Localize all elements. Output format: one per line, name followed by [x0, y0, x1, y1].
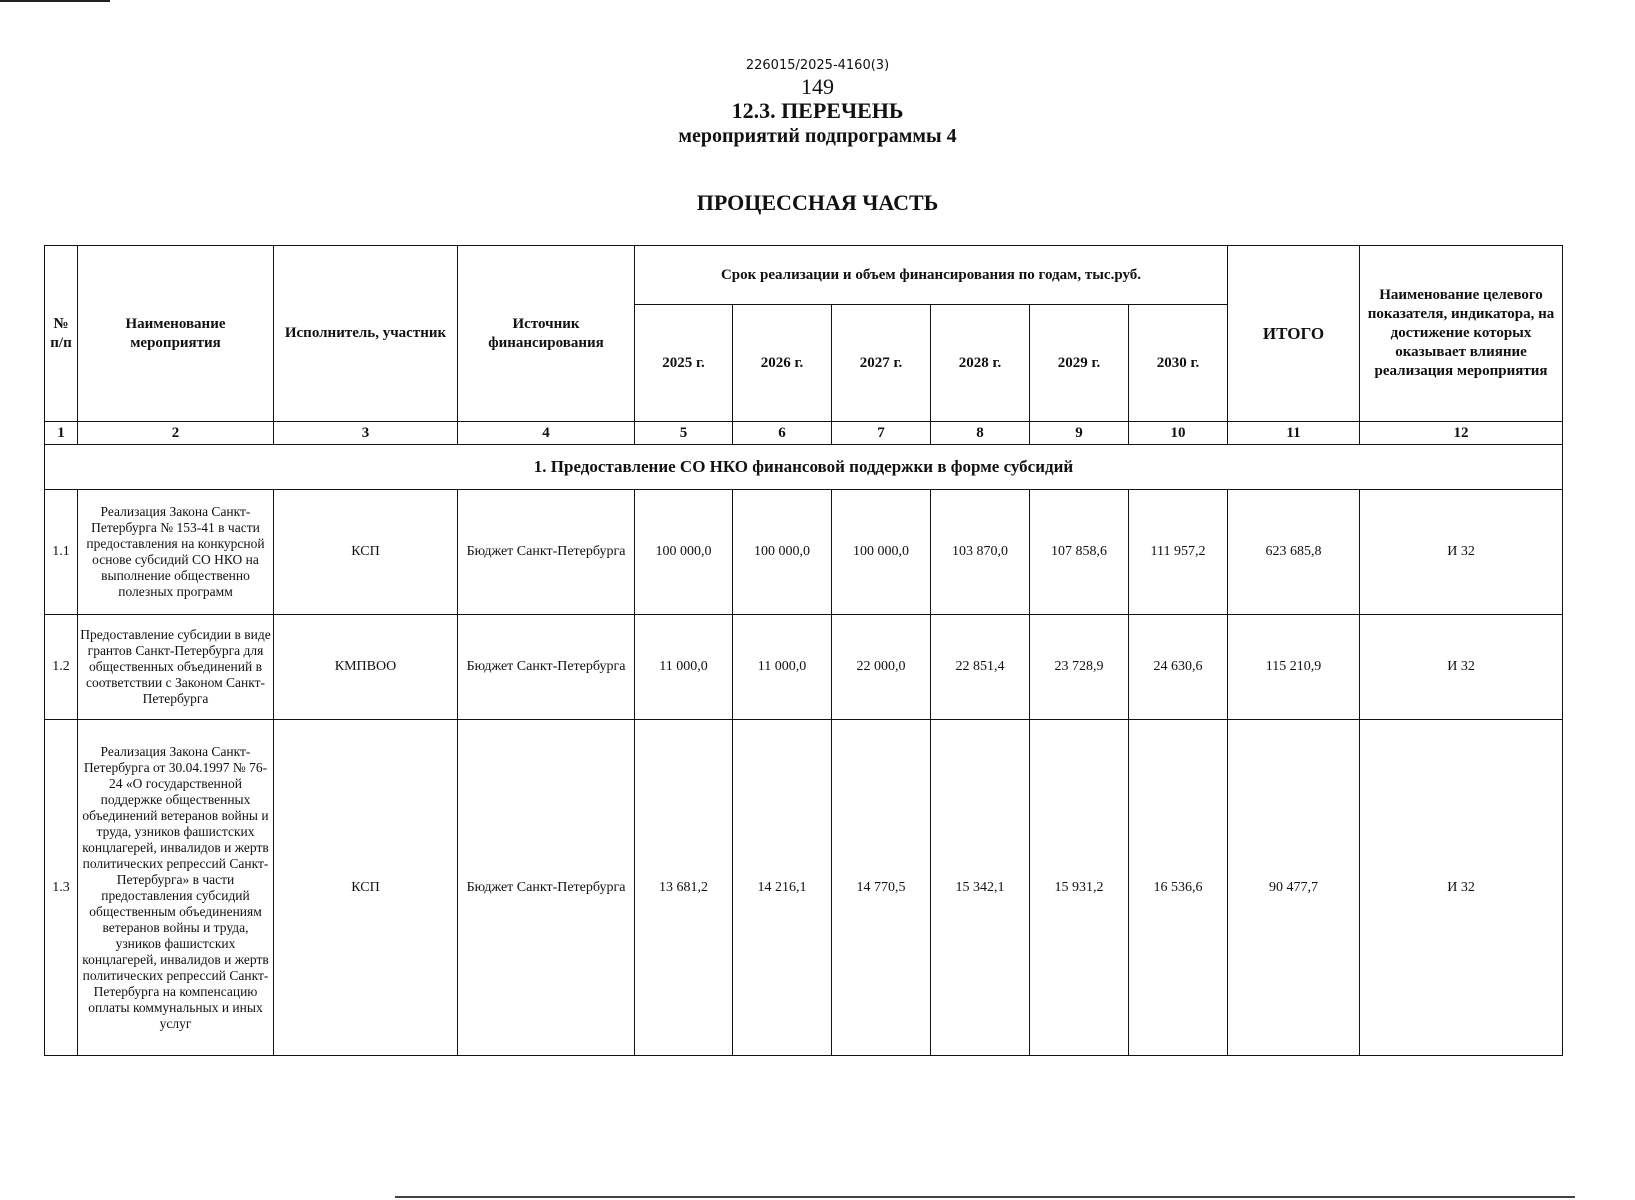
row-executor: КМПВОО	[274, 615, 458, 720]
document-number: 226015/2025-4160(3)	[745, 58, 890, 73]
section-title: 1. Предоставление СО НКО финансовой поддержки в форме субсидий	[45, 445, 1563, 490]
header-row-1	[45, 246, 1563, 305]
document-header	[0, 58, 1635, 148]
row-value-2029: 23 728,9	[1030, 615, 1129, 720]
row-value-2026: 11 000,0	[733, 615, 832, 720]
header-total: ИТОГО	[1228, 246, 1360, 422]
row-value-2030: 24 630,6	[1129, 615, 1228, 720]
row-value-2025: 13 681,2	[635, 720, 733, 1056]
row-value-2030: 111 957,2	[1129, 490, 1228, 615]
header-indicator: Наименование целевого показателя, индикатора, на достижение которых оказывает влияние реализация мероприятия	[1360, 246, 1563, 422]
column-number: 10	[1129, 422, 1228, 445]
column-number: 7	[832, 422, 931, 445]
column-number: 11	[1228, 422, 1360, 445]
header-year-2026: 2026 г.	[733, 305, 832, 422]
row-value-2027: 100 000,0	[832, 490, 931, 615]
row-source: Бюджет Санкт-Петербурга	[458, 490, 635, 615]
row-value-2027: 22 000,0	[832, 615, 931, 720]
row-name: Предоставление субсидии в виде грантов Санкт-Петербурга для общественных объединений в соответствии с Законом Санкт-Петербурга	[78, 615, 274, 720]
header-year-2027: 2027 г.	[832, 305, 931, 422]
header-executor: Исполнитель, участник	[274, 246, 458, 422]
column-number: 8	[931, 422, 1030, 445]
table-row	[45, 720, 1563, 1056]
column-number: 5	[635, 422, 733, 445]
column-number: 6	[733, 422, 832, 445]
header-period: Срок реализации и объем финансирования по годам, тыс.руб.	[635, 246, 1228, 305]
header-year-2030: 2030 г.	[1129, 305, 1228, 422]
column-numbers-row	[45, 422, 1563, 445]
column-number: 1	[45, 422, 78, 445]
row-num: 1.2	[45, 615, 78, 720]
row-value-2030: 16 536,6	[1129, 720, 1228, 1056]
row-value-2028: 103 870,0	[931, 490, 1030, 615]
row-indicator: И 32	[1360, 490, 1563, 615]
activities-table	[44, 245, 1563, 1056]
page-number: 149	[801, 74, 834, 99]
row-value-2025: 100 000,0	[635, 490, 733, 615]
row-num: 1.1	[45, 490, 78, 615]
column-number: 4	[458, 422, 635, 445]
row-value-2026: 100 000,0	[733, 490, 832, 615]
row-value-2027: 14 770,5	[832, 720, 931, 1056]
header-year-2029: 2029 г.	[1030, 305, 1129, 422]
row-source: Бюджет Санкт-Петербурга	[458, 720, 635, 1056]
header-num: № п/п	[45, 246, 78, 422]
row-value-2025: 11 000,0	[635, 615, 733, 720]
row-total: 90 477,7	[1228, 720, 1360, 1056]
document-subtitle: мероприятий подпрограммы 4	[678, 125, 957, 147]
header-source: Источник финансирования	[458, 246, 635, 422]
row-value-2028: 22 851,4	[931, 615, 1030, 720]
row-indicator: И 32	[1360, 720, 1563, 1056]
row-total: 623 685,8	[1228, 490, 1360, 615]
scan-edge-line	[0, 0, 110, 2]
row-value-2026: 14 216,1	[733, 720, 832, 1056]
table-row	[45, 490, 1563, 615]
column-number: 2	[78, 422, 274, 445]
row-value-2029: 15 931,2	[1030, 720, 1129, 1056]
section-row	[45, 445, 1563, 490]
header-year-2028: 2028 г.	[931, 305, 1030, 422]
scan-bottom-line	[395, 1196, 1575, 1198]
column-number: 3	[274, 422, 458, 445]
row-name: Реализация Закона Санкт-Петербурга № 153-41 в части предоставления на конкурсной основе субсидий СО НКО на выполнение общественно полезных программ	[78, 490, 274, 615]
row-total: 115 210,9	[1228, 615, 1360, 720]
row-value-2029: 107 858,6	[1030, 490, 1129, 615]
part-title: ПРОЦЕССНАЯ ЧАСТЬ	[696, 190, 939, 215]
row-name: Реализация Закона Санкт-Петербурга от 30.04.1997 № 76-24 «О государственной поддержке общественных объединений ветеранов войны и труда, узников фашистских концлагерей, инвалидов и жертв политических репрессий Санкт-Петербурга» в части предоставления субсидий общественным объединениям ветеранов войны и труда, узников фашистских концлагерей, инвалидов и жертв политических репрессий Санкт-Петербурга на компенсацию оплаты коммунальных и иных услуг	[78, 720, 274, 1056]
row-executor: КСП	[274, 490, 458, 615]
header-name: Наименование мероприятия	[78, 246, 274, 422]
row-num: 1.3	[45, 720, 78, 1056]
table-row	[45, 615, 1563, 720]
row-indicator: И 32	[1360, 615, 1563, 720]
column-number: 9	[1030, 422, 1129, 445]
document-title: 12.3. ПЕРЕЧЕНЬ	[731, 98, 904, 123]
row-executor: КСП	[274, 720, 458, 1056]
row-source: Бюджет Санкт-Петербурга	[458, 615, 635, 720]
column-number: 12	[1360, 422, 1563, 445]
row-value-2028: 15 342,1	[931, 720, 1030, 1056]
header-year-2025: 2025 г.	[635, 305, 733, 422]
